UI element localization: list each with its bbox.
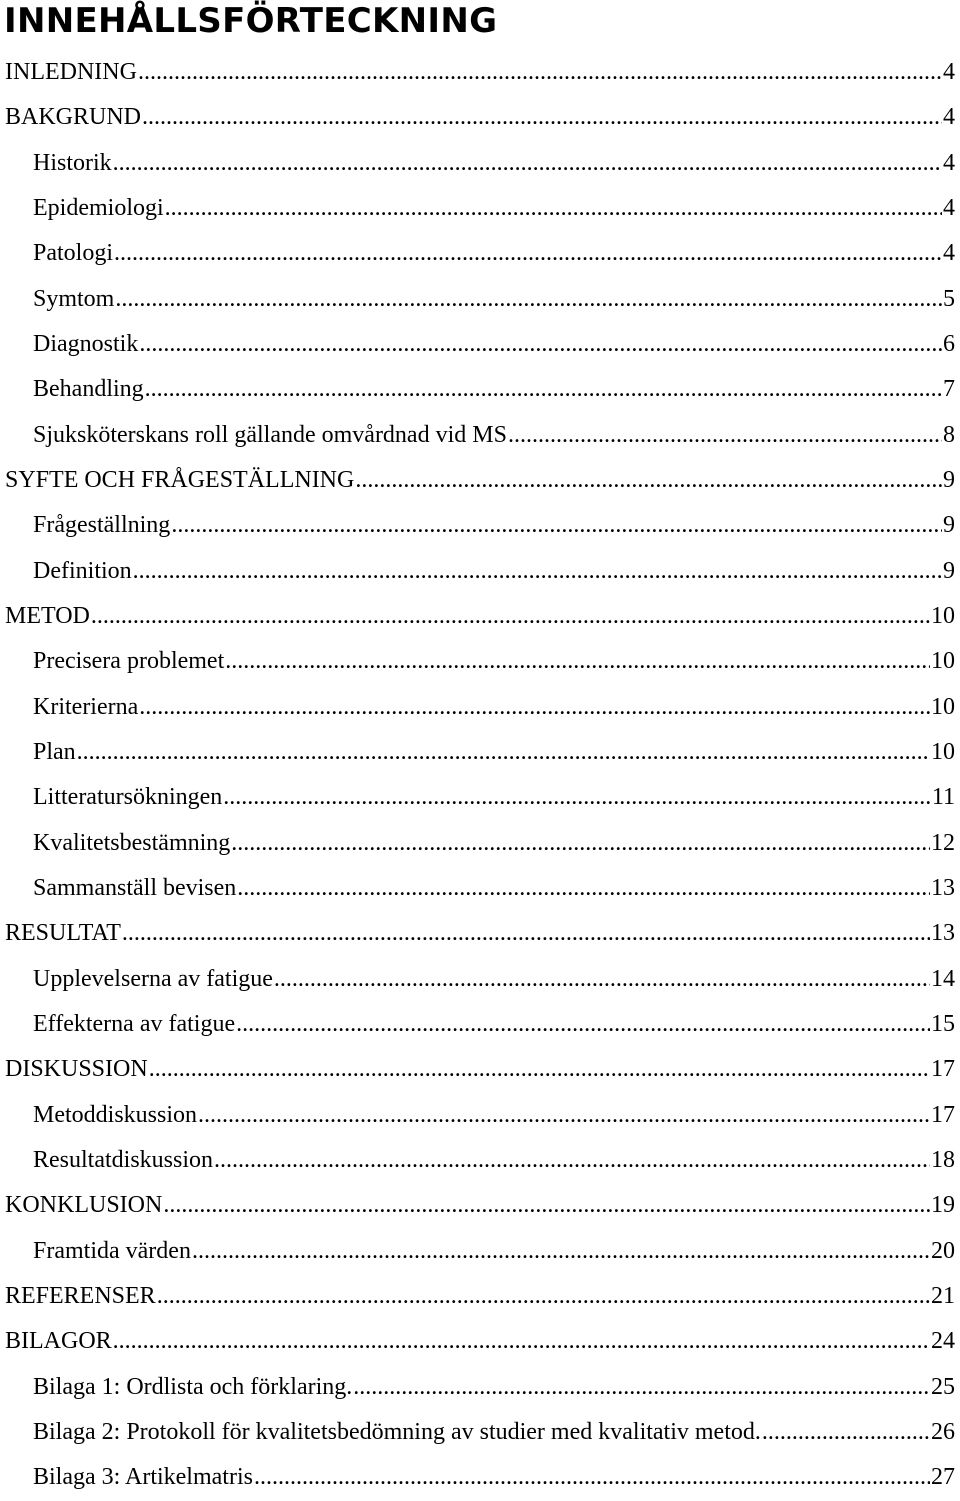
dot-leader	[198, 1093, 930, 1138]
toc-entry-label: DISKUSSION	[5, 1056, 148, 1083]
toc-entry-label: Sammanställ bevisen	[33, 874, 237, 901]
toc-entry-page-number: 10	[931, 693, 955, 720]
dot-leader	[133, 549, 942, 594]
dot-leader	[223, 775, 931, 820]
toc-entry[interactable]	[0, 1455, 960, 1500]
toc-entry[interactable]	[0, 367, 960, 412]
dot-leader	[115, 277, 942, 322]
dot-leader	[165, 186, 942, 231]
toc-entry[interactable]	[0, 866, 960, 911]
toc-entry-page-number: 4	[943, 240, 955, 267]
dot-leader	[139, 322, 942, 367]
dot-leader	[231, 821, 930, 866]
toc-entry-label: Effekterna av fatigue	[33, 1010, 236, 1037]
toc-entry[interactable]	[0, 821, 960, 866]
dot-leader	[508, 413, 942, 458]
toc-entry[interactable]	[0, 639, 960, 684]
dot-leader	[157, 1274, 930, 1319]
toc-entry-label: Historik	[33, 149, 112, 176]
toc-entry[interactable]	[0, 95, 960, 140]
toc-entry-label: Kvalitetsbestämning	[33, 829, 231, 856]
toc-entry[interactable]	[0, 685, 960, 730]
toc-entry-label: Symtom	[33, 285, 115, 312]
dot-leader	[138, 50, 942, 95]
toc-entry[interactable]	[0, 957, 960, 1002]
toc-entry-label: Resultatdiskussion	[33, 1146, 214, 1173]
toc-entry[interactable]	[0, 1365, 960, 1410]
toc-entry[interactable]	[0, 594, 960, 639]
dot-leader	[113, 141, 942, 186]
toc-entry-page-number: 17	[931, 1056, 955, 1083]
toc-entry-label: Frågeställning	[33, 512, 171, 539]
dot-leader	[142, 95, 942, 140]
toc-entry-label: BILAGOR	[5, 1328, 112, 1355]
toc-entry-label: Metoddiskussion	[33, 1101, 198, 1128]
toc-entry-label: Patologi	[33, 240, 114, 267]
toc-entry-page-number: 5	[943, 285, 955, 312]
dot-leader	[762, 1410, 930, 1455]
toc-entry-page-number: 8	[943, 421, 955, 448]
toc-entry[interactable]	[0, 141, 960, 186]
toc-entry-label: INLEDNING	[5, 59, 137, 85]
dot-leader	[145, 367, 942, 412]
toc-entry-label: RESULTAT	[5, 920, 121, 947]
dot-leader	[353, 1365, 930, 1410]
toc-entry-label: Litteratursökningen	[33, 784, 223, 811]
toc-entry-page-number: 14	[931, 965, 955, 992]
toc-entry-page-number: 4	[943, 149, 955, 176]
toc-entry[interactable]	[0, 1319, 960, 1364]
toc-entry-label: METOD	[5, 602, 90, 629]
toc-entry-page-number: 15	[931, 1010, 955, 1037]
toc-entry-label: REFERENSER	[5, 1282, 156, 1309]
toc-entry-label: Kriterierna	[33, 693, 139, 720]
toc-entry-page-number: 10	[931, 738, 955, 765]
toc-entry-page-number: 6	[943, 330, 955, 357]
toc-entry[interactable]	[0, 458, 960, 503]
toc-entry-page-number: 27	[931, 1464, 955, 1491]
toc-entry-page-number: 13	[931, 874, 955, 901]
toc-entry-page-number: 9	[943, 512, 955, 539]
toc-entry[interactable]	[0, 730, 960, 775]
dot-leader	[149, 1047, 930, 1092]
toc-entry-label: Bilaga 3: Artikelmatris	[33, 1464, 253, 1491]
toc-entry[interactable]	[0, 1274, 960, 1319]
toc-entry-page-number: 9	[943, 466, 955, 493]
dot-leader	[237, 866, 930, 911]
toc-entry[interactable]	[0, 50, 960, 95]
toc-entry[interactable]	[0, 1002, 960, 1047]
toc-entry-page-number: 20	[931, 1237, 955, 1264]
toc-entry-label: Sjuksköterskans roll gällande omvårdnad vid MS	[33, 421, 507, 448]
dot-leader	[114, 231, 942, 276]
toc-entry-page-number: 4	[943, 59, 955, 85]
toc-entry[interactable]	[0, 231, 960, 276]
toc-entry-label: Epidemiologi	[33, 194, 164, 221]
toc-entry-label: KONKLUSION	[5, 1192, 163, 1219]
toc-entry-page-number: 9	[943, 557, 955, 584]
dot-leader	[214, 1138, 930, 1183]
toc-entry[interactable]	[0, 911, 960, 956]
dot-leader	[122, 911, 930, 956]
dot-leader	[236, 1002, 930, 1047]
toc-entry-label: Definition	[33, 557, 132, 584]
toc-entry[interactable]	[0, 1138, 960, 1183]
toc-entry-label: Bilaga 2: Protokoll för kvalitetsbedömning av studier med kvalitativ metod.	[33, 1418, 761, 1445]
toc-entry[interactable]	[0, 1183, 960, 1228]
toc-entry[interactable]	[0, 1047, 960, 1092]
toc-entry-label: SYFTE OCH FRÅGESTÄLLNING	[5, 466, 355, 493]
dot-leader	[77, 730, 930, 775]
toc-entry-page-number: 11	[931, 784, 955, 811]
toc-entry-page-number: 24	[931, 1328, 955, 1355]
toc-entry[interactable]	[0, 1410, 960, 1455]
toc-entry-page-number: 13	[931, 920, 955, 947]
dot-leader	[254, 1455, 930, 1500]
toc-entry-label: BAKGRUND	[5, 104, 142, 131]
toc-entry-page-number: 7	[943, 376, 955, 403]
toc-entry-label: Diagnostik	[33, 330, 139, 357]
toc-entry[interactable]	[0, 186, 960, 231]
toc-entry-page-number: 21	[931, 1282, 955, 1309]
toc-entry-label: Bilaga 1: Ordlista och förklaring.	[33, 1373, 353, 1400]
toc-entry-label: Plan	[33, 738, 76, 765]
dot-leader	[163, 1183, 930, 1228]
toc-entry[interactable]	[0, 322, 960, 367]
table-of-contents	[0, 50, 960, 1501]
dot-leader	[274, 957, 930, 1002]
toc-entry-page-number: 17	[931, 1101, 955, 1128]
dot-leader	[139, 685, 930, 730]
dot-leader	[192, 1229, 930, 1274]
dot-leader	[355, 458, 942, 503]
toc-entry[interactable]	[0, 503, 960, 548]
dot-leader	[91, 594, 930, 639]
toc-entry[interactable]	[0, 775, 960, 820]
toc-entry-label: Behandling	[33, 376, 144, 403]
dot-leader	[113, 1319, 930, 1364]
toc-entry[interactable]	[0, 413, 960, 458]
toc-entry-page-number: 26	[931, 1418, 955, 1445]
toc-entry-label: Framtida värden	[33, 1237, 191, 1264]
toc-entry-label: Upplevelserna av fatigue	[33, 965, 273, 992]
toc-entry-page-number: 18	[931, 1146, 955, 1173]
dot-leader	[225, 639, 930, 684]
toc-entry-page-number: 4	[943, 194, 955, 221]
toc-entry[interactable]	[0, 1229, 960, 1274]
toc-entry[interactable]	[0, 1093, 960, 1138]
toc-entry-page-number: 10	[931, 602, 955, 629]
toc-entry-label: Precisera problemet	[33, 648, 225, 675]
toc-entry-page-number: 12	[931, 829, 955, 856]
toc-entry-page-number: 25	[931, 1373, 955, 1400]
toc-entry-page-number: 10	[931, 648, 955, 675]
page-title: INNEHÅLLSFÖRTECKNING	[4, 1, 498, 41]
toc-entry[interactable]	[0, 277, 960, 322]
dot-leader	[171, 503, 942, 548]
toc-entry[interactable]	[0, 549, 960, 594]
toc-entry-page-number: 4	[943, 104, 955, 131]
toc-entry-page-number: 19	[931, 1192, 955, 1219]
